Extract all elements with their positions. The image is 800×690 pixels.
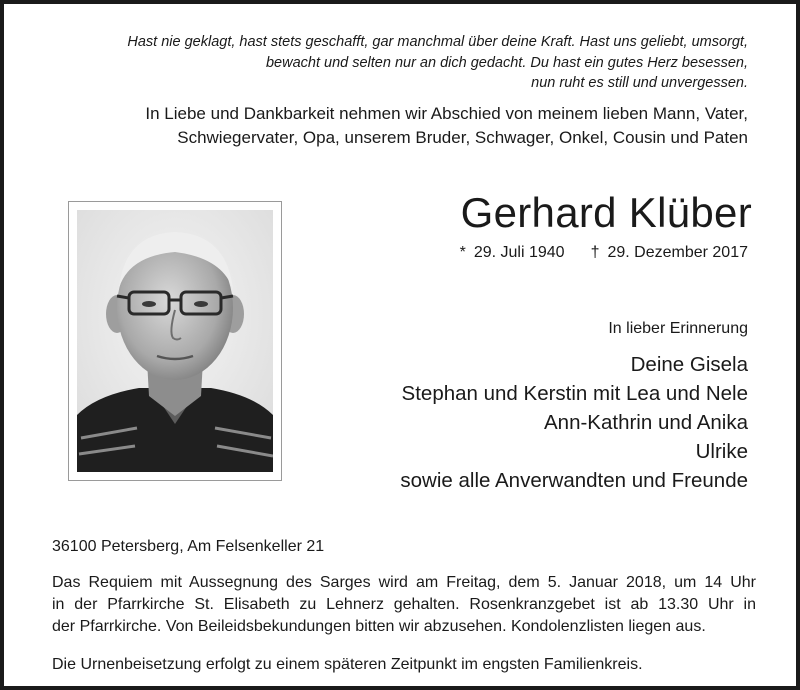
urn-burial-notice: Die Urnenbeisetzung erfolgt zu einem späteren Zeitpunkt im engsten Familienkreis. <box>52 656 643 673</box>
mourner-line: Ulrike <box>695 440 748 463</box>
mourner-line: Stephan und Kerstin mit Lea und Nele <box>401 382 748 405</box>
mourners-list <box>148 350 748 495</box>
farewell-intro <box>28 102 748 150</box>
birth-date: 29. Juli 1940 <box>473 244 565 261</box>
requiem-line: in der Pfarrkirche St. Elisabeth zu Lehnerz gehalten. Rosenkranzgebet ist ab 13.30 Uhr in <box>52 596 756 613</box>
requiem-line: der Pfarrkirche. Von Beileidsbekundungen bitten wir abzusehen. Kondolenzlisten liegen aus. <box>52 618 706 635</box>
mourner-line: Deine Gisela <box>630 353 748 376</box>
requiem-line: Das Requiem mit Aussegnung des Sarges wird am Freitag, dem 5. Januar 2018, um 14 Uhr <box>52 574 756 591</box>
mourner-line: Ann-Kathrin und Anika <box>544 411 748 434</box>
memory-label: In lieber Erinnerung <box>608 320 748 337</box>
intro-line: Schwiegervater, Opa, unserem Bruder, Schwager, Onkel, Cousin und Paten <box>177 128 748 147</box>
intro-line: In Liebe und Dankbarkeit nehmen wir Abschied von meinem lieben Mann, Vater, <box>145 104 748 123</box>
death-cross-symbol: † <box>590 244 600 261</box>
deceased-name: Gerhard Klüber <box>460 189 752 236</box>
birth-symbol: * <box>459 244 466 261</box>
poem-line: Hast nie geklagt, hast stets geschafft, gar manchmal über deine Kraft. Hast uns geliebt, umsorgt, <box>127 34 748 50</box>
life-dates <box>460 242 748 264</box>
poem <box>28 32 748 94</box>
requiem-notice <box>52 572 756 638</box>
death-date: 29. Dezember 2017 <box>607 244 748 261</box>
poem-line: nun ruht es still und unvergessen. <box>531 75 748 91</box>
poem-line: bewacht und selten nur an dich gedacht. Du hast ein gutes Herz besessen, <box>265 54 748 71</box>
mourner-line: sowie alle Anverwandten und Freunde <box>400 469 748 492</box>
family-address: 36100 Petersberg, Am Felsenkeller 21 <box>52 538 325 555</box>
